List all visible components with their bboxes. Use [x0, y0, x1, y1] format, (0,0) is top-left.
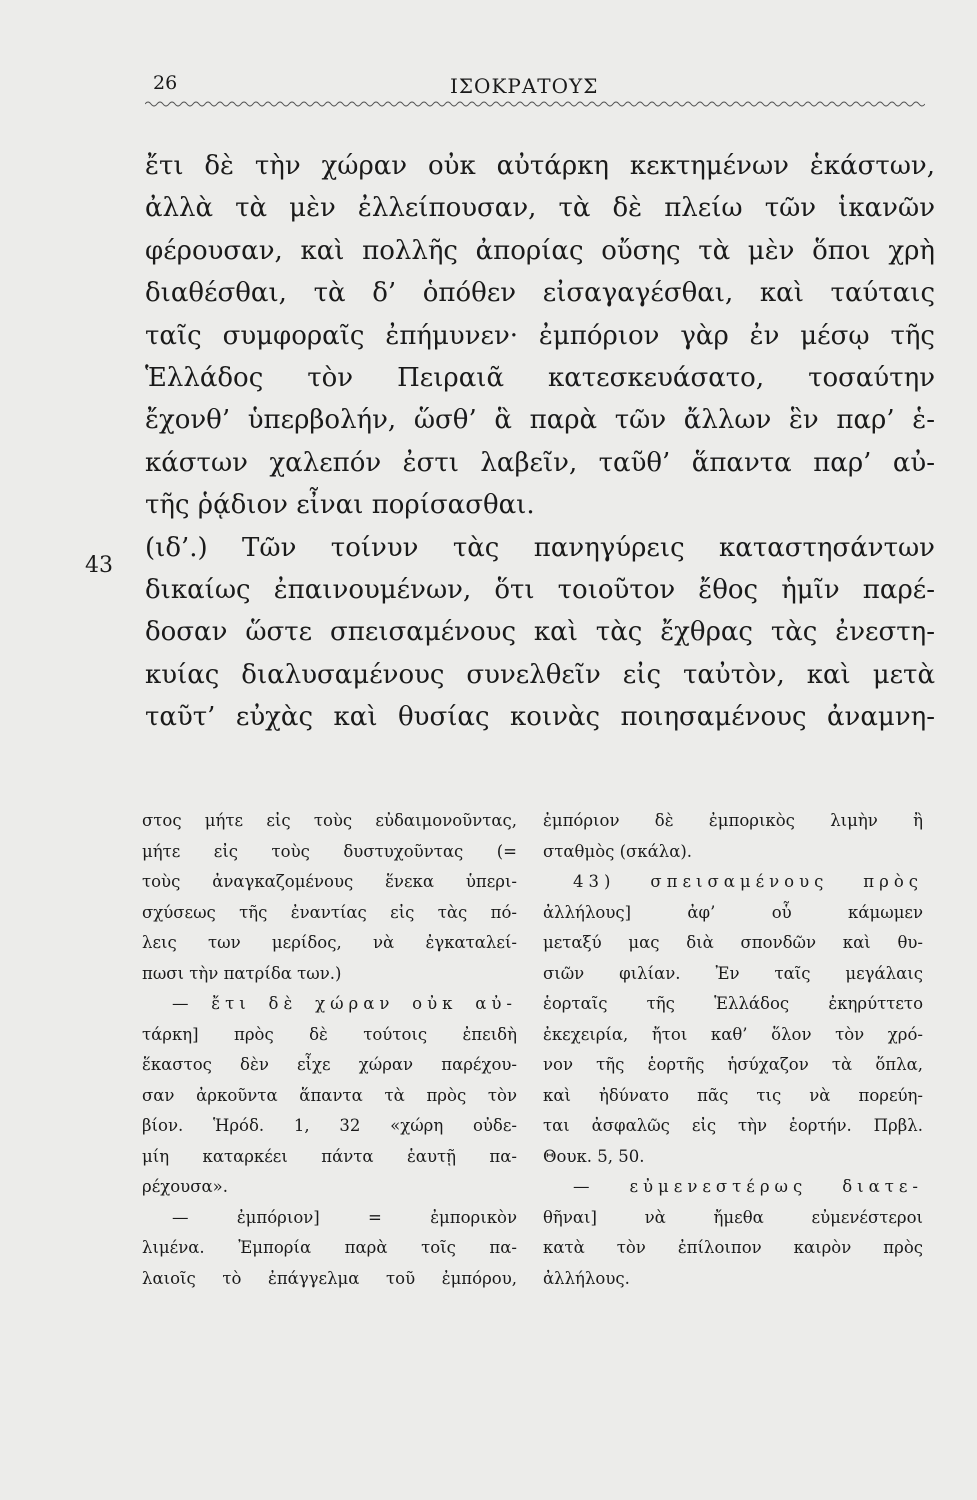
- text-line: δικαίως ἐπαινουμένων, ὅτι τοιοῦτον ἔθος ἡμῖν παρέ-: [145, 574, 935, 605]
- note-line: μίη καταρκέει πάντα ἑαυτῇ πα-: [142, 1146, 517, 1166]
- text-line: ταῦτ’ εὐχὰς καὶ θυσίας κοινὰς ποιησαμένους ἀναμνη-: [145, 702, 935, 733]
- text-line: φέρουσαν, καὶ πολλῆς ἀπορίας οὔσης τὰ μὲν ὅποι χρὴ: [145, 235, 935, 266]
- text-line: τῆς ῥᾴδιον εἶναι πορίσασθαι.: [145, 490, 535, 521]
- note-line: ἐκεχειρία, ἤτοι καθ’ ὅλον τὸν χρό-: [543, 1024, 923, 1044]
- note-line: σχύσεως τῆς ἐναντίας εἰς τὰς πό-: [142, 902, 517, 922]
- note-line: ἕκαστος δὲν εἶχε χώραν παρέχου-: [142, 1055, 517, 1074]
- section-number: 43: [85, 553, 113, 578]
- note-line: λεις των μερίδος, νὰ ἐγκαταλεί-: [142, 933, 517, 952]
- text-line: (ιδ’.) Τῶν τοίνυν τὰς πανηγύρεις καταστησάντων: [145, 532, 935, 563]
- text-line: κυίας διαλυσαμένους συνελθεῖν εἰς ταὐτὸν, καὶ μετὰ: [145, 659, 935, 690]
- running-title: ΙΣΟΚΡΑΤΟΥΣ: [450, 74, 599, 98]
- note-line: τάρκη] πρὸς δὲ τούτοις ἐπειδὴ: [142, 1024, 517, 1044]
- text-line: Ἑλλάδος τὸν Πειραιᾶ κατεσκευάσατο, τοσαύτην: [145, 362, 935, 393]
- text-line: διαθέσθαι, τὰ δ’ ὁπόθεν εἰσαγαγέσθαι, καὶ ταύταις: [145, 278, 935, 309]
- text-line: κάστων χαλεπόν ἐστι λαβεῖν, ταῦθ’ ἅπαντα παρ’ αὐ-: [145, 447, 935, 478]
- note-line: ἑορταῖς τῆς Ἑλλάδος ἐκηρύττετο: [543, 994, 923, 1013]
- text-line: ἔχονθ’ ὑπερβολήν, ὥσθ’ ἃ παρὰ τῶν ἄλλων ἓν παρ’ ἑ-: [145, 405, 935, 436]
- text-line: ἀλλὰ τὰ μὲν ἐλλείπουσαν, τὰ δὲ πλείω τῶν ἱκανῶν: [145, 193, 935, 224]
- note-line: σιῶν φιλίαν. Ἐν ταῖς μεγάλαις: [543, 963, 923, 983]
- note-line: θῆναι] νὰ ἤμεθα εὐμενέστεροι: [543, 1207, 923, 1227]
- text-line: δοσαν ὥστε σπεισαμένους καὶ τὰς ἔχθρας τὰς ἐνεστη-: [145, 617, 935, 648]
- note-line: λαιοῖς τὸ ἐπάγγελμα τοῦ ἐμπόρου,: [142, 1268, 517, 1288]
- note-lemma: — εὐμενεστέρως διατε-: [573, 1177, 923, 1196]
- note-line: τοὺς ἀναγκαζομένους ἕνεκα ὑπερι-: [142, 872, 517, 891]
- note-line: μήτε εἰς τοὺς δυστυχοῦντας (=: [142, 841, 517, 861]
- note-line: πωσι τὴν πατρίδα των.): [142, 963, 342, 983]
- note-line: ται ἀσφαλῶς εἰς τὴν ἑορτήν. Πρβλ.: [543, 1116, 923, 1135]
- note-line: κατὰ τὸν ἐπίλοιπον καιρὸν πρὸς: [543, 1238, 923, 1257]
- note-line: νον τῆς ἑορτῆς ἡσύχαζον τὰ ὅπλα,: [543, 1055, 923, 1074]
- note-line: ἐμπόριον δὲ ἐμπορικὸς λιμὴν ἢ: [543, 811, 923, 830]
- note-line: βίον. Ἡρόδ. 1, 32 «χώρη οὐδε-: [142, 1116, 517, 1135]
- text-line: ἔτι δὲ τὴν χώραν οὐκ αὐτάρκη κεκτημένων ἑκάστων,: [145, 151, 935, 181]
- text-line: ταῖς συμφοραῖς ἐπήμυνεν· ἐμπόριον γὰρ ἐν μέσῳ τῆς: [145, 320, 935, 351]
- note-line: μεταξύ μας διὰ σπονδῶν καὶ θυ-: [543, 933, 923, 952]
- commentary-right-column: [543, 806, 923, 1294]
- header-rule: [145, 100, 925, 108]
- note-line: σαν ἀρκοῦντα ἅπαντα τὰ πρὸς τὸν: [142, 1085, 517, 1105]
- note-line: Θουκ. 5, 50.: [543, 1146, 645, 1166]
- note-line: στος μήτε εἰς τοὺς εὐδαιμονοῦντας,: [142, 811, 517, 830]
- note-line: λιμένα. Ἐμπορία παρὰ τοῖς πα-: [142, 1238, 517, 1257]
- note-line: σταθμὸς (σκάλα).: [543, 841, 693, 861]
- note-lemma: — ἔτι δὲ χώραν οὐκ αὐ-: [172, 994, 517, 1013]
- note-lemma: 43) σπεισαμένους πρὸς: [573, 872, 923, 891]
- note-line: καὶ ἠδύνατο πᾶς τις νὰ πορεύη-: [543, 1085, 923, 1105]
- note-lemma: — ἐμπόριον] = ἐμπορικὸν: [172, 1207, 517, 1227]
- page-header: [145, 72, 925, 102]
- note-line: ρέχουσα».: [142, 1177, 228, 1196]
- page-number: 26: [153, 72, 178, 94]
- note-line: ἀλλήλους] ἀφ’ οὗ κάμωμεν: [543, 902, 923, 922]
- commentary-left-column: [142, 806, 517, 1294]
- note-line: ἀλλήλους.: [543, 1268, 630, 1288]
- main-text: [145, 145, 935, 738]
